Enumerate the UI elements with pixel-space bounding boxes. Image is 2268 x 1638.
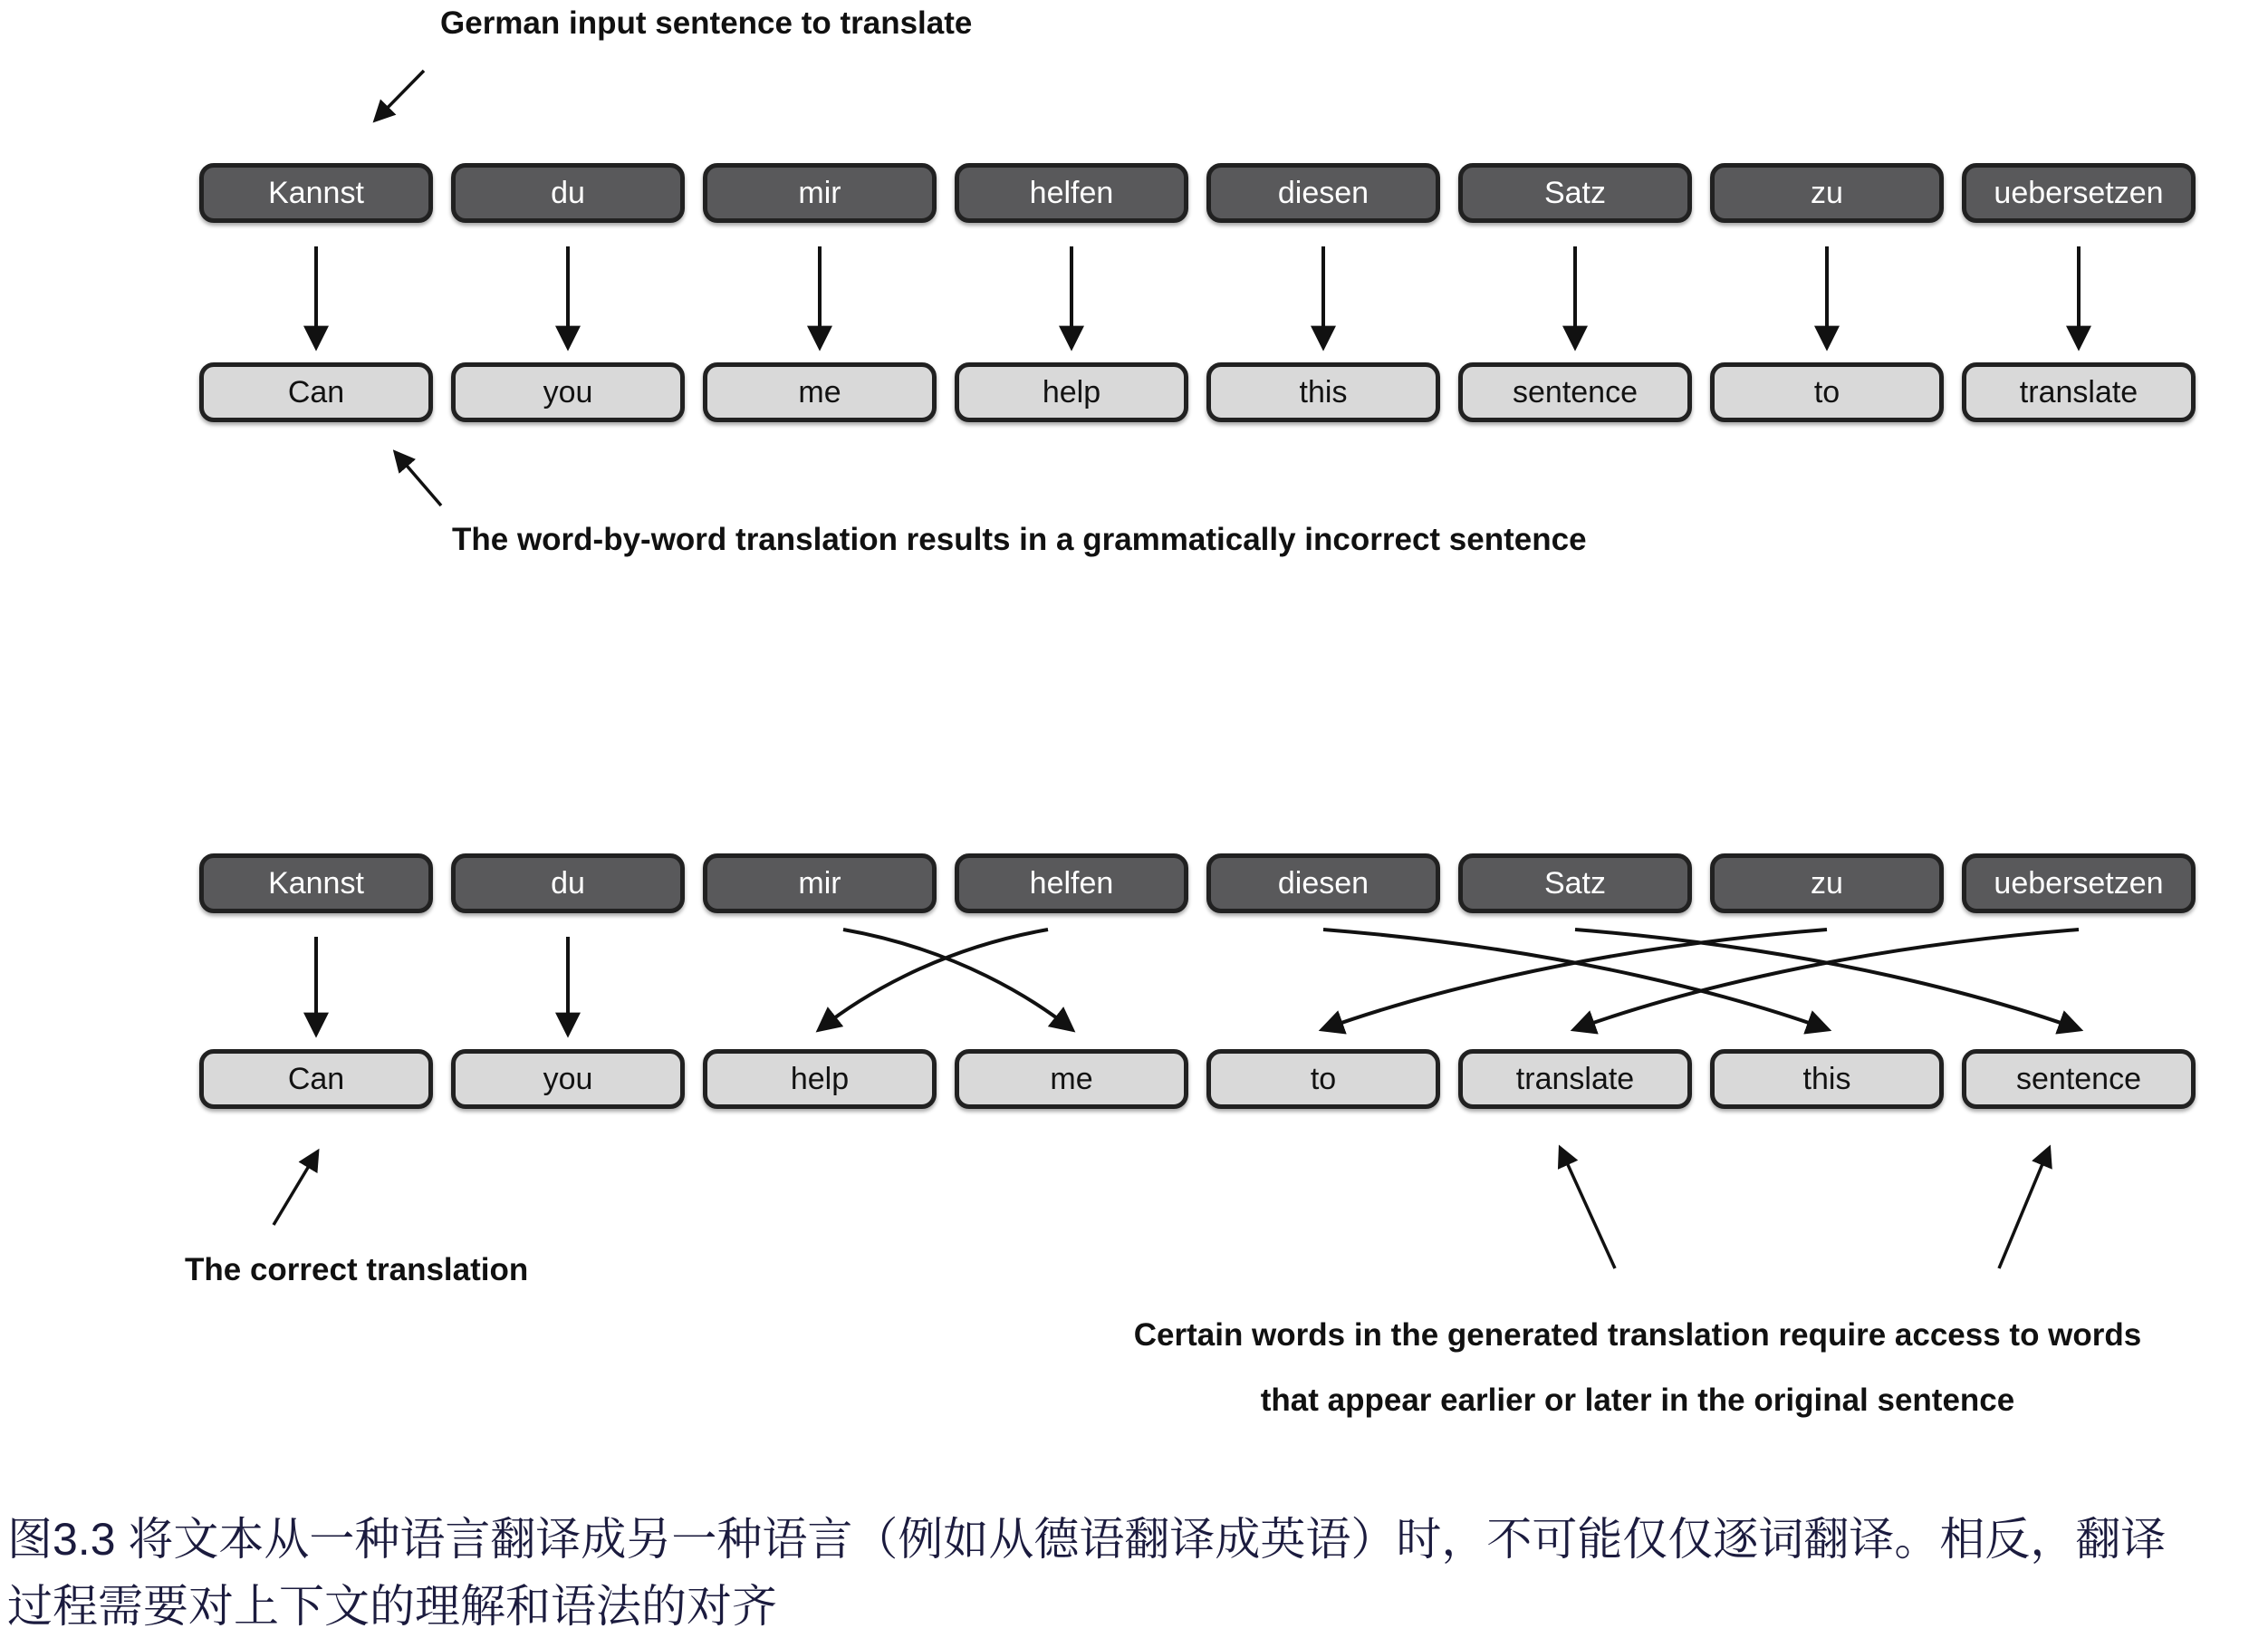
german-input-pointer-arrow — [376, 71, 424, 120]
annotation-word-by-word-result: The word-by-word translation results in a grammatically incorrect sentence — [452, 522, 1587, 557]
english-word-box-sentence: sentence — [1458, 362, 1692, 422]
english-word-box-help: help — [955, 362, 1188, 422]
english-word-box-you: you — [451, 362, 685, 422]
english-word-box-help: help — [703, 1049, 937, 1109]
english-word-box-this: this — [1710, 1049, 1944, 1109]
english-word-box-to: to — [1710, 362, 1944, 422]
annotation-context-access — [1053, 1303, 2222, 1433]
annotation-context-line1: Certain words in the generated translation require access to words — [1133, 1317, 2142, 1353]
correct-translation-pointer-arrow — [274, 1152, 317, 1225]
german-word-box-uebersetzen: uebersetzen — [1962, 163, 2196, 223]
english-word-box-translate: translate — [1458, 1049, 1692, 1109]
german-word-box-kannst: Kannst — [199, 163, 433, 223]
english-word-box-this: this — [1206, 362, 1440, 422]
annotation-correct-translation: The correct translation — [185, 1252, 529, 1287]
german-word-box-mir: mir — [703, 853, 937, 913]
german-word-box-helfen: helfen — [955, 163, 1188, 223]
annotation-context-line2: that appear earlier or later in the original sentence — [1260, 1383, 2015, 1418]
figure-caption — [7, 1506, 2264, 1638]
english-word-box-me: me — [955, 1049, 1188, 1109]
german-word-box-zu: zu — [1710, 853, 1944, 913]
german-word-box-satz: Satz — [1458, 853, 1692, 913]
german-word-box-du: du — [451, 163, 685, 223]
german-word-box-diesen: diesen — [1206, 163, 1440, 223]
bottom-alignment-arrows-group — [316, 930, 2079, 1033]
german-word-box-du: du — [451, 853, 685, 913]
alignment-arrow-2-to-3 — [843, 930, 1072, 1029]
german-word-box-diesen: diesen — [1206, 853, 1440, 913]
english-word-box-can: Can — [199, 362, 433, 422]
german-word-box-kannst: Kannst — [199, 853, 433, 913]
german-word-box-helfen: helfen — [955, 853, 1188, 913]
german-word-box-zu: zu — [1710, 163, 1944, 223]
english-word-box-to: to — [1206, 1049, 1440, 1109]
german-word-box-uebersetzen: uebersetzen — [1962, 853, 2196, 913]
german-word-box-mir: mir — [703, 163, 937, 223]
english-word-box-you: you — [451, 1049, 685, 1109]
english-word-box-can: Can — [199, 1049, 433, 1109]
top-alignment-arrows-group — [316, 246, 2079, 346]
caption-line2: 过程需要对上下文的理解和语法的对齐 — [7, 1581, 777, 1632]
english-word-box-me: me — [703, 362, 937, 422]
context-pointer-arrow-translate — [1561, 1149, 1615, 1268]
caption-line1: 图3.3 将文本从一种语言翻译成另一种语言（例如从德语翻译成英语）时，不可能仅仅逐词翻译。相反，翻译 — [7, 1514, 2167, 1565]
annotation-german-input: German input sentence to translate — [440, 5, 973, 41]
context-pointer-arrow-sentence — [1999, 1149, 2049, 1268]
german-word-box-satz: Satz — [1458, 163, 1692, 223]
english-word-box-translate: translate — [1962, 362, 2196, 422]
english-word-box-sentence: sentence — [1962, 1049, 2196, 1109]
word-by-word-pointer-arrow — [396, 453, 441, 506]
alignment-arrow-3-to-2 — [820, 930, 1048, 1029]
